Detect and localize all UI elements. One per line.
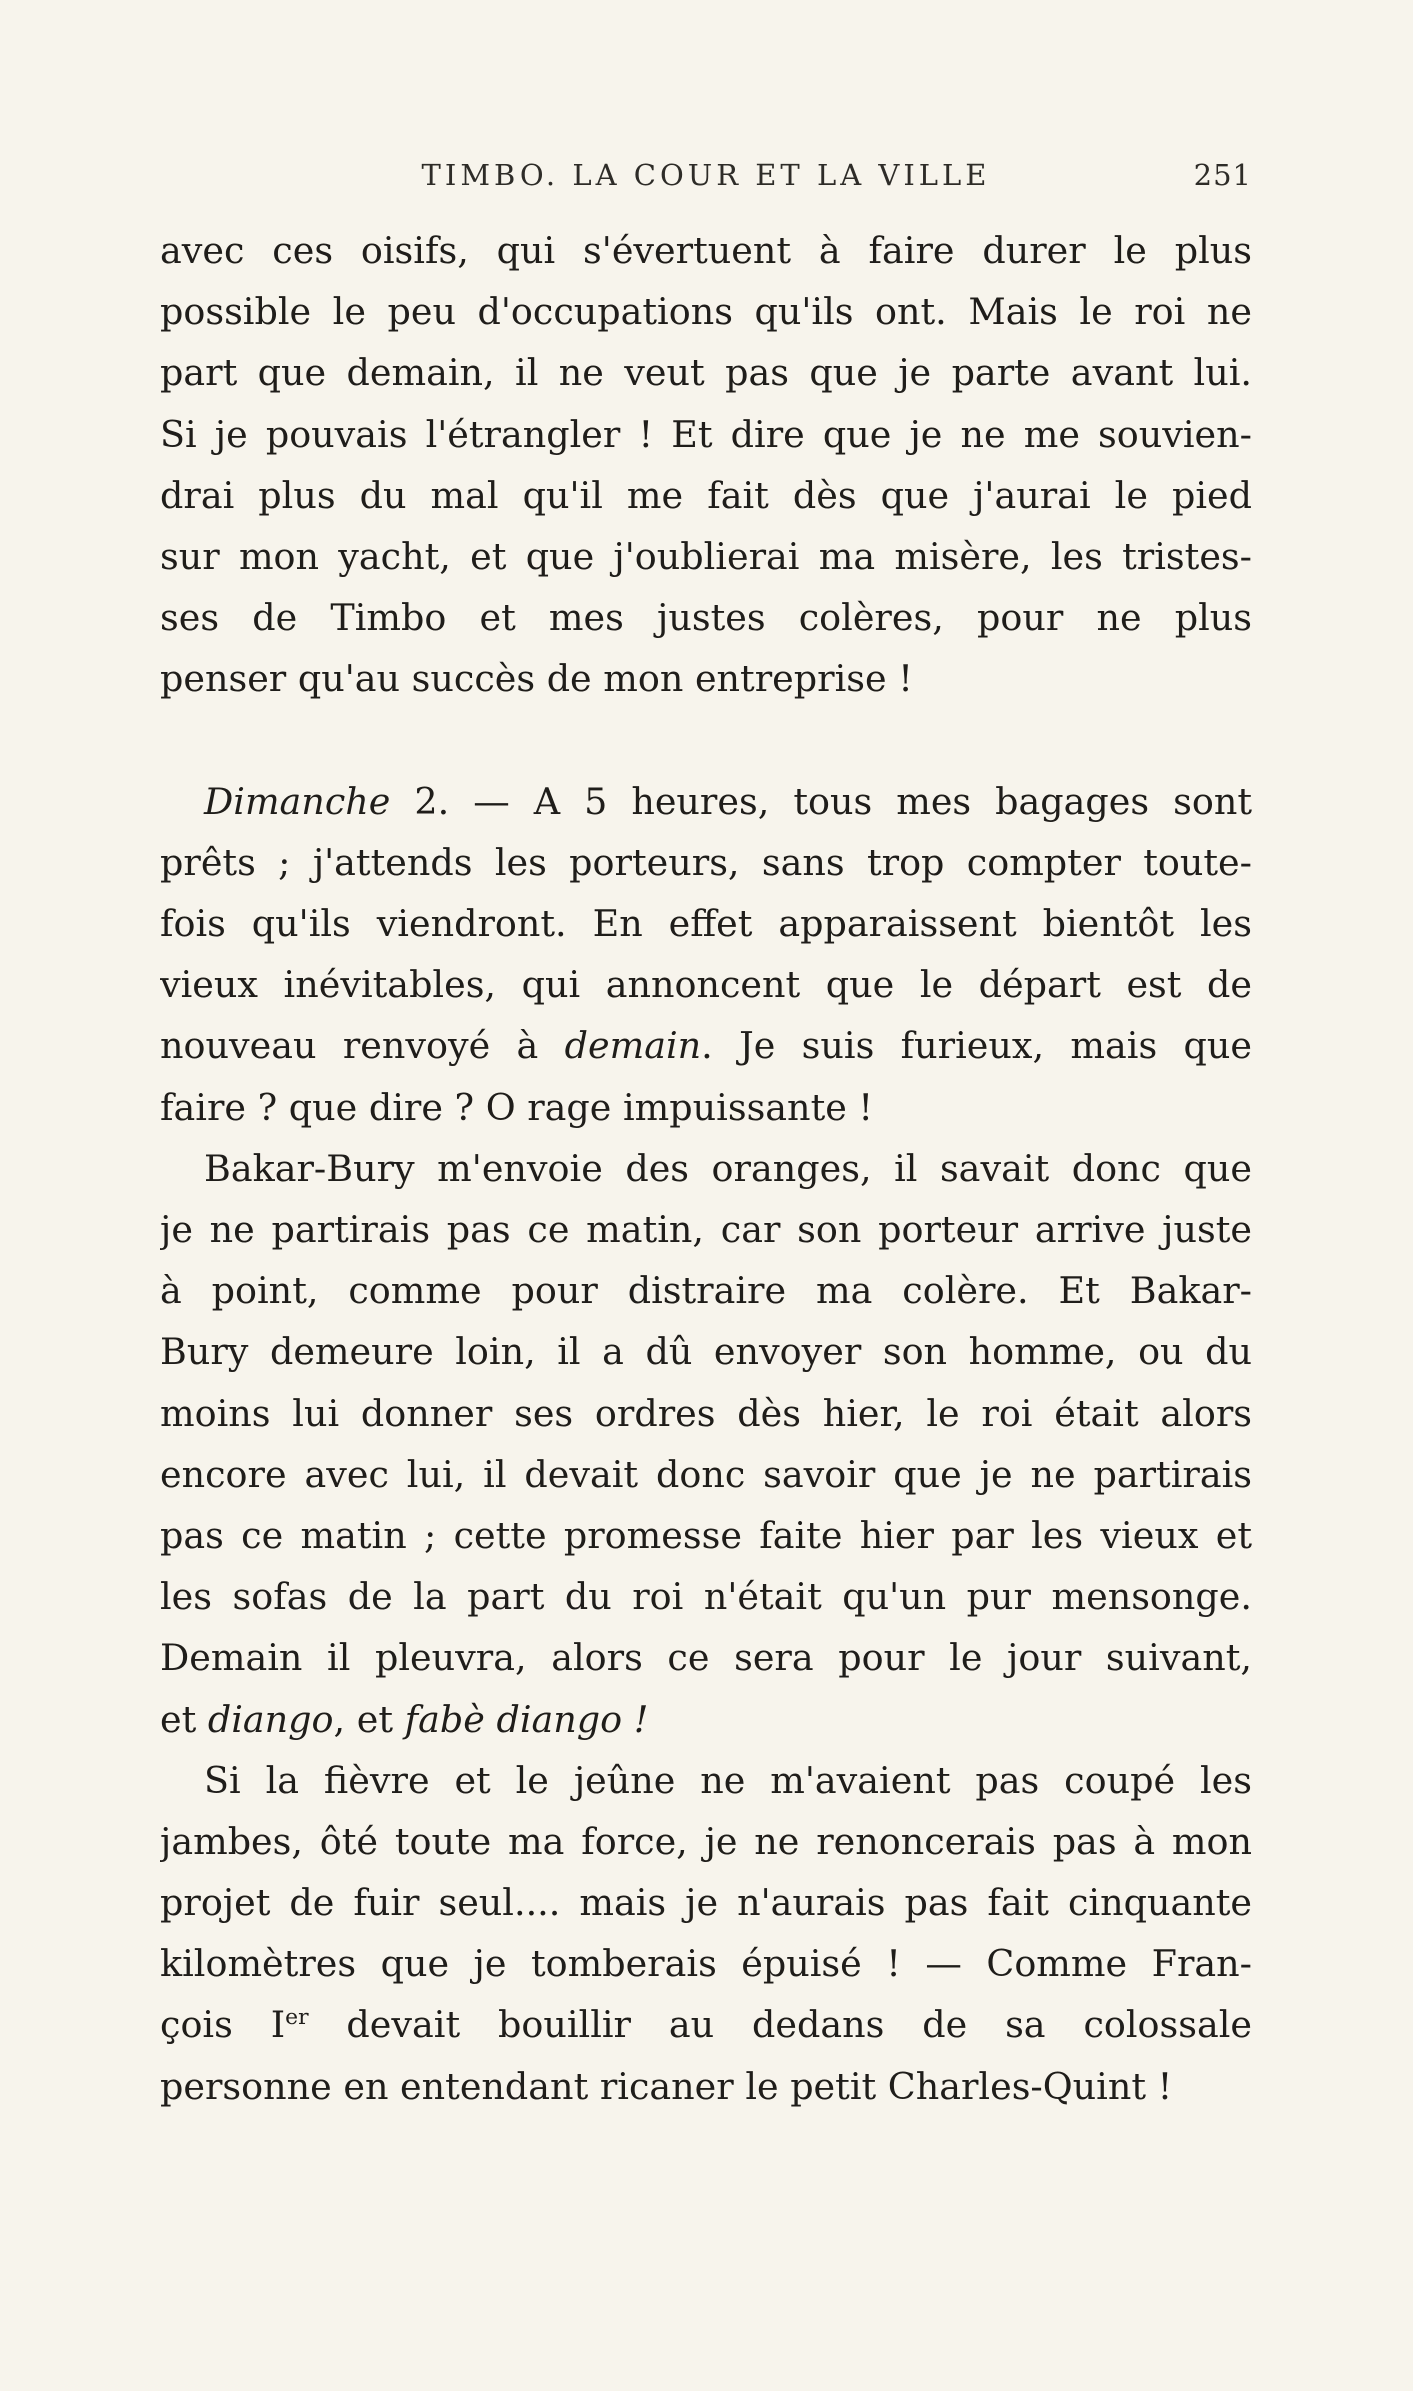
text-line: kilomètres que je tomberais épuisé ! — Comme Fran- xyxy=(160,1942,1252,1986)
running-head xyxy=(160,158,1252,198)
text-line: fois qu'ils viendront. En effet apparaissent bientôt les xyxy=(160,902,1252,946)
line-text: . Je suis furieux, mais que xyxy=(701,1024,1252,1068)
body-text xyxy=(160,220,1252,2117)
text-line: sur mon yacht, et que j'oublierai ma misère, les tristes- xyxy=(160,534,1252,578)
text-line: projet de fuir seul.... mais je n'aurais pas fait cinquante xyxy=(160,1881,1252,1925)
paragraph-gap xyxy=(160,710,1252,771)
text-line: possible le peu d'occupations qu'ils ont. Mais le roi ne xyxy=(160,290,1252,334)
text-line: ses de Timbo et mes justes colères, pour ne plus xyxy=(160,596,1252,640)
running-title: TIMBO. LA COUR ET LA VILLE xyxy=(421,158,991,192)
italic-word: diango xyxy=(207,1697,334,1741)
paragraph-2 xyxy=(160,771,1252,1138)
text-line: drai plus du mal qu'il me fait dès que j'aurai le pied xyxy=(160,473,1252,517)
text-line xyxy=(160,1015,1252,1076)
text-line: Si la fièvre et le jeûne ne m'avaient pas coupé les xyxy=(204,1758,1252,1802)
text-line: jambes, ôté toute ma force, je ne renoncerais pas à mon xyxy=(160,1819,1252,1863)
paragraph-3 xyxy=(160,1138,1252,1750)
text-line: encore avec lui, il devait donc savoir que je ne partirais xyxy=(160,1452,1252,1496)
superscript: er xyxy=(285,2005,309,2031)
text-line: prêts ; j'attends les porteurs, sans trop compter toute- xyxy=(160,840,1252,884)
line-text: et xyxy=(160,1697,208,1741)
text-line: les sofas de la part du roi n'était qu'un pur mensonge. xyxy=(160,1575,1252,1619)
paragraph-4 xyxy=(160,1750,1252,2117)
text-line xyxy=(160,1994,1252,2055)
text-line: Bury demeure loin, il a dû envoyer son homme, ou du xyxy=(160,1330,1252,1374)
line-text: nouveau renvoyé à xyxy=(160,1024,565,1068)
line-text: 2. — A 5 heures, tous mes bagages sont xyxy=(390,779,1252,823)
text-line: pas ce matin ; cette promesse faite hier par les vieux et xyxy=(160,1513,1252,1557)
date-label: Dimanche xyxy=(204,779,391,823)
text-line: je ne partirais pas ce matin, car son porteur arrive juste xyxy=(160,1208,1252,1251)
text-line: moins lui donner ses ordres dès hier, le roi était alors xyxy=(160,1391,1252,1435)
text-line: avec ces oisifs, qui s'évertuent à faire durer le plus xyxy=(160,229,1252,272)
paragraph-1 xyxy=(160,220,1252,710)
page-number: 251 xyxy=(1193,158,1252,192)
line-text: çois I xyxy=(160,2003,286,2047)
line-text: devait bouillir au dedans de sa colossale xyxy=(308,2003,1252,2047)
text-line: Bakar-Bury m'envoie des oranges, il savait donc que xyxy=(204,1146,1252,1190)
text-line: penser qu'au succès de mon entreprise ! xyxy=(160,657,913,701)
text-line: vieux inévitables, qui annoncent que le départ est de xyxy=(160,963,1252,1007)
line-text: , et xyxy=(333,1697,405,1741)
text-line: Si je pouvais l'étrangler ! Et dire que je ne me souvien- xyxy=(160,412,1252,456)
text-line xyxy=(160,1689,1252,1750)
text-line: personne en entendant ricaner le petit Charles-Quint ! xyxy=(160,2064,1173,2108)
italic-word: demain xyxy=(564,1024,702,1068)
text-line: faire ? que dire ? O rage impuissante ! xyxy=(160,1085,874,1129)
italic-word: fabè diango ! xyxy=(404,1697,649,1741)
text-line xyxy=(160,771,1252,832)
text-line: Demain il pleuvra, alors ce sera pour le jour suivant, xyxy=(160,1636,1252,1680)
text-line: part que demain, il ne veut pas que je parte avant lui. xyxy=(160,351,1252,395)
text-line: à point, comme pour distraire ma colère. Et Bakar- xyxy=(160,1269,1252,1313)
